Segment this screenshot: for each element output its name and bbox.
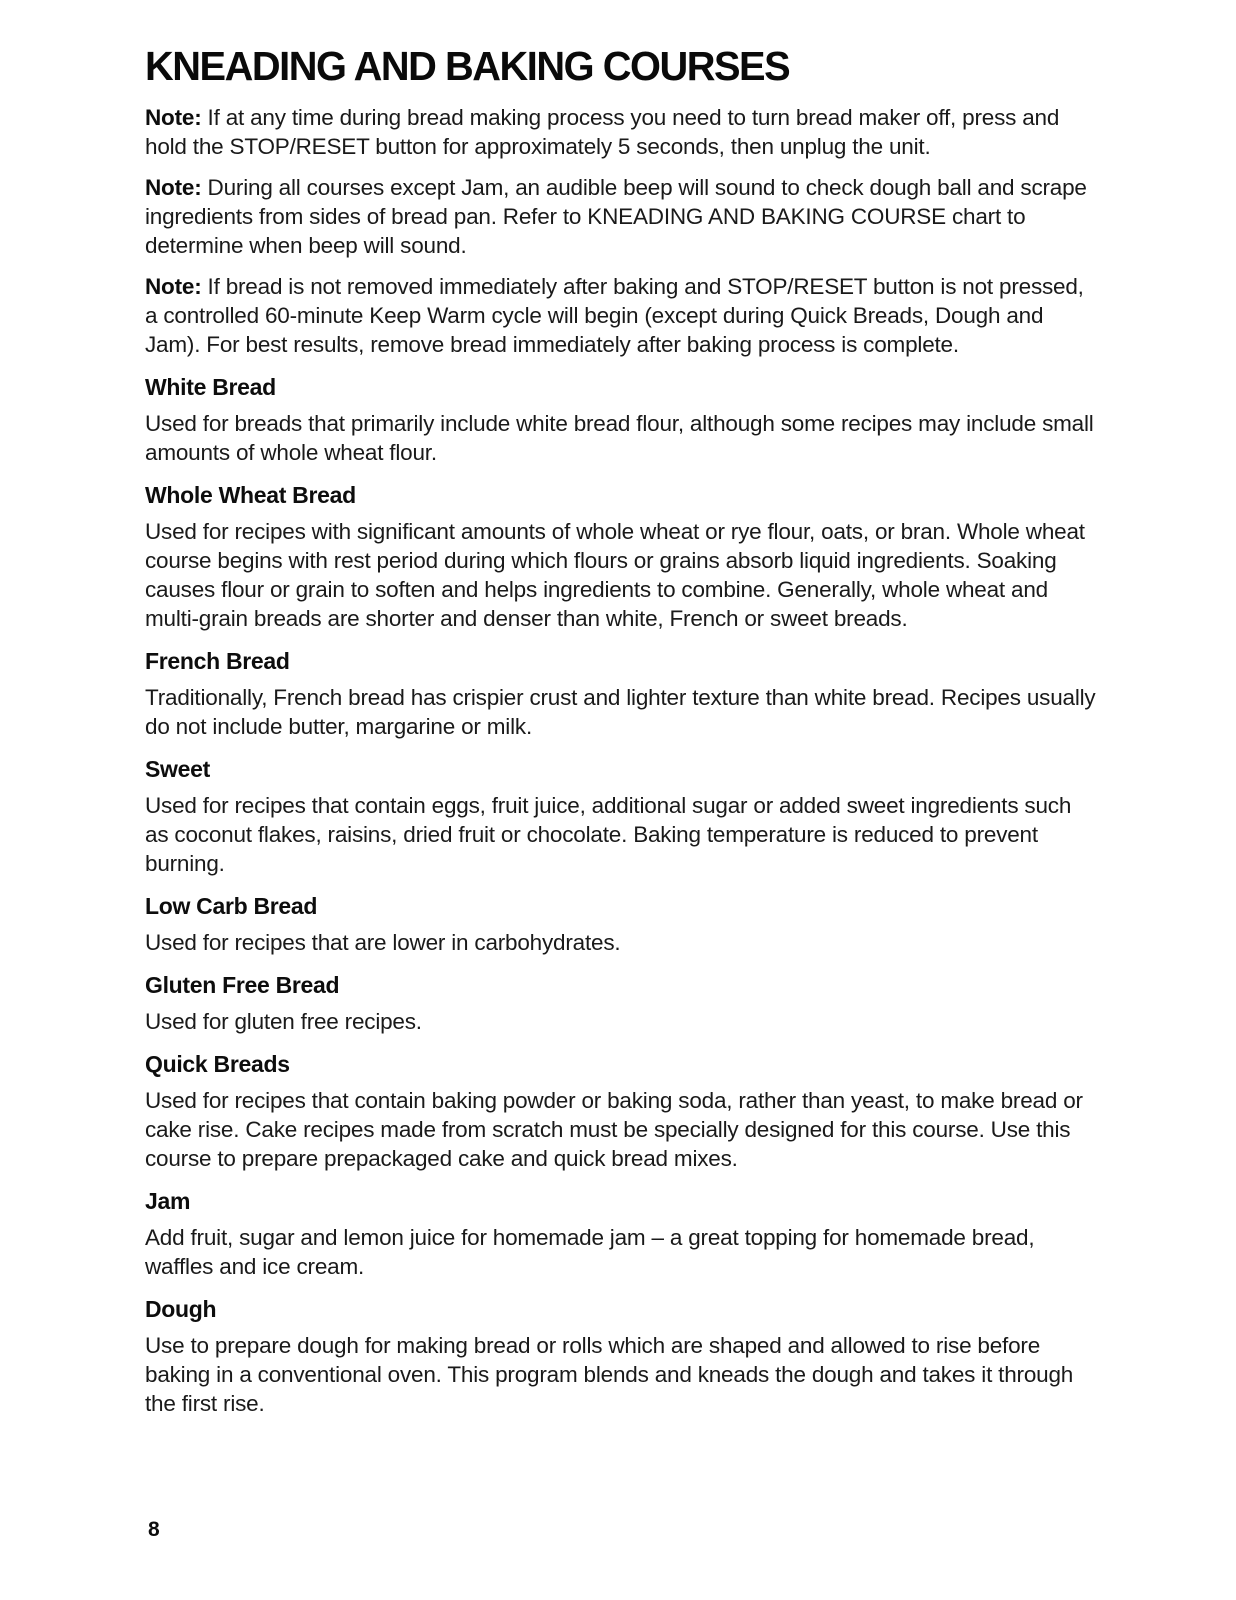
section-body: Used for recipes with significant amounts of whole wheat or rye flour, oats, or bran. Whole wheat course begins with rest period during which flours or grains absorb liquid ingredients. Soaking causes flour or grain to soften and helps ingredients to combine. Generally, whole wheat and multi-grain breads are shorter and denser than white, French or sweet breads. <box>145 519 1085 632</box>
section-french-bread <box>145 647 1097 741</box>
section-heading: Dough <box>145 1296 217 1323</box>
note-text: During all courses except Jam, an audible beep will sound to check dough ball and scrape ingredients from sides of bread pan. Refer to KNEADING AND BAKING COURSE chart to determine when beep will sound. <box>145 175 1087 259</box>
note-paragraph <box>145 103 1097 161</box>
section-heading: Quick Breads <box>145 1051 290 1078</box>
section-heading: Gluten Free Bread <box>145 972 340 999</box>
section-whole-wheat-bread <box>145 481 1097 633</box>
page-number: 8 <box>148 1518 160 1541</box>
section-sweet <box>145 755 1097 878</box>
section-heading: Sweet <box>145 756 210 783</box>
section-heading: French Bread <box>145 648 290 675</box>
note-text: If at any time during bread making process you need to turn bread maker off, press and hold the STOP/RESET button for approximately 5 seconds, then unplug the unit. <box>145 105 1060 160</box>
section-body: Use to prepare dough for making bread or rolls which are shaped and allowed to rise before baking in a conventional oven. This program blends and kneads the dough and takes it through the first rise. <box>145 1333 1074 1417</box>
page-title: KNEADING AND BAKING COURSES <box>145 43 790 89</box>
section-body: Traditionally, French bread has crispier crust and lighter texture than white bread. Recipes usually do not include butter, margarine or milk. <box>145 685 1096 740</box>
section-low-carb-bread <box>145 892 1097 957</box>
section-heading: Jam <box>145 1188 191 1215</box>
section-body: Used for breads that primarily include white bread flour, although some recipes may include small amounts of whole wheat flour. <box>145 411 1094 466</box>
section-heading: White Bread <box>145 374 276 401</box>
section-body: Used for recipes that are lower in carbohydrates. <box>145 930 621 956</box>
note-label: Note: <box>145 175 202 201</box>
section-white-bread <box>145 373 1097 467</box>
section-dough <box>145 1295 1097 1418</box>
note-label: Note: <box>145 274 202 300</box>
note-paragraph <box>145 173 1097 260</box>
page-content <box>145 44 1097 1423</box>
section-heading: Low Carb Bread <box>145 893 318 920</box>
section-body: Used for recipes that contain baking powder or baking soda, rather than yeast, to make bread or cake rise. Cake recipes made from scratch must be specially designed for this course. Use this course to prepare prepackaged cake and quick bread mixes. <box>145 1088 1083 1172</box>
section-body: Add fruit, sugar and lemon juice for homemade jam – a great topping for homemade bread, waffles and ice cream. <box>145 1225 1035 1280</box>
section-body: Used for gluten free recipes. <box>145 1009 422 1035</box>
section-jam <box>145 1187 1097 1281</box>
note-label: Note: <box>145 105 202 131</box>
section-gluten-free-bread <box>145 971 1097 1036</box>
section-body: Used for recipes that contain eggs, fruit juice, additional sugar or added sweet ingredients such as coconut flakes, raisins, dried fruit or chocolate. Baking temperature is reduced to prevent burning. <box>145 793 1072 877</box>
note-text: If bread is not removed immediately after baking and STOP/RESET button is not pressed, a controlled 60-minute Keep Warm cycle will begin (except during Quick Breads, Dough and Jam). For best results, remove bread immediately after baking process is complete. <box>145 274 1084 358</box>
section-heading: Whole Wheat Bread <box>145 482 356 509</box>
note-paragraph <box>145 272 1097 359</box>
section-quick-breads <box>145 1050 1097 1173</box>
